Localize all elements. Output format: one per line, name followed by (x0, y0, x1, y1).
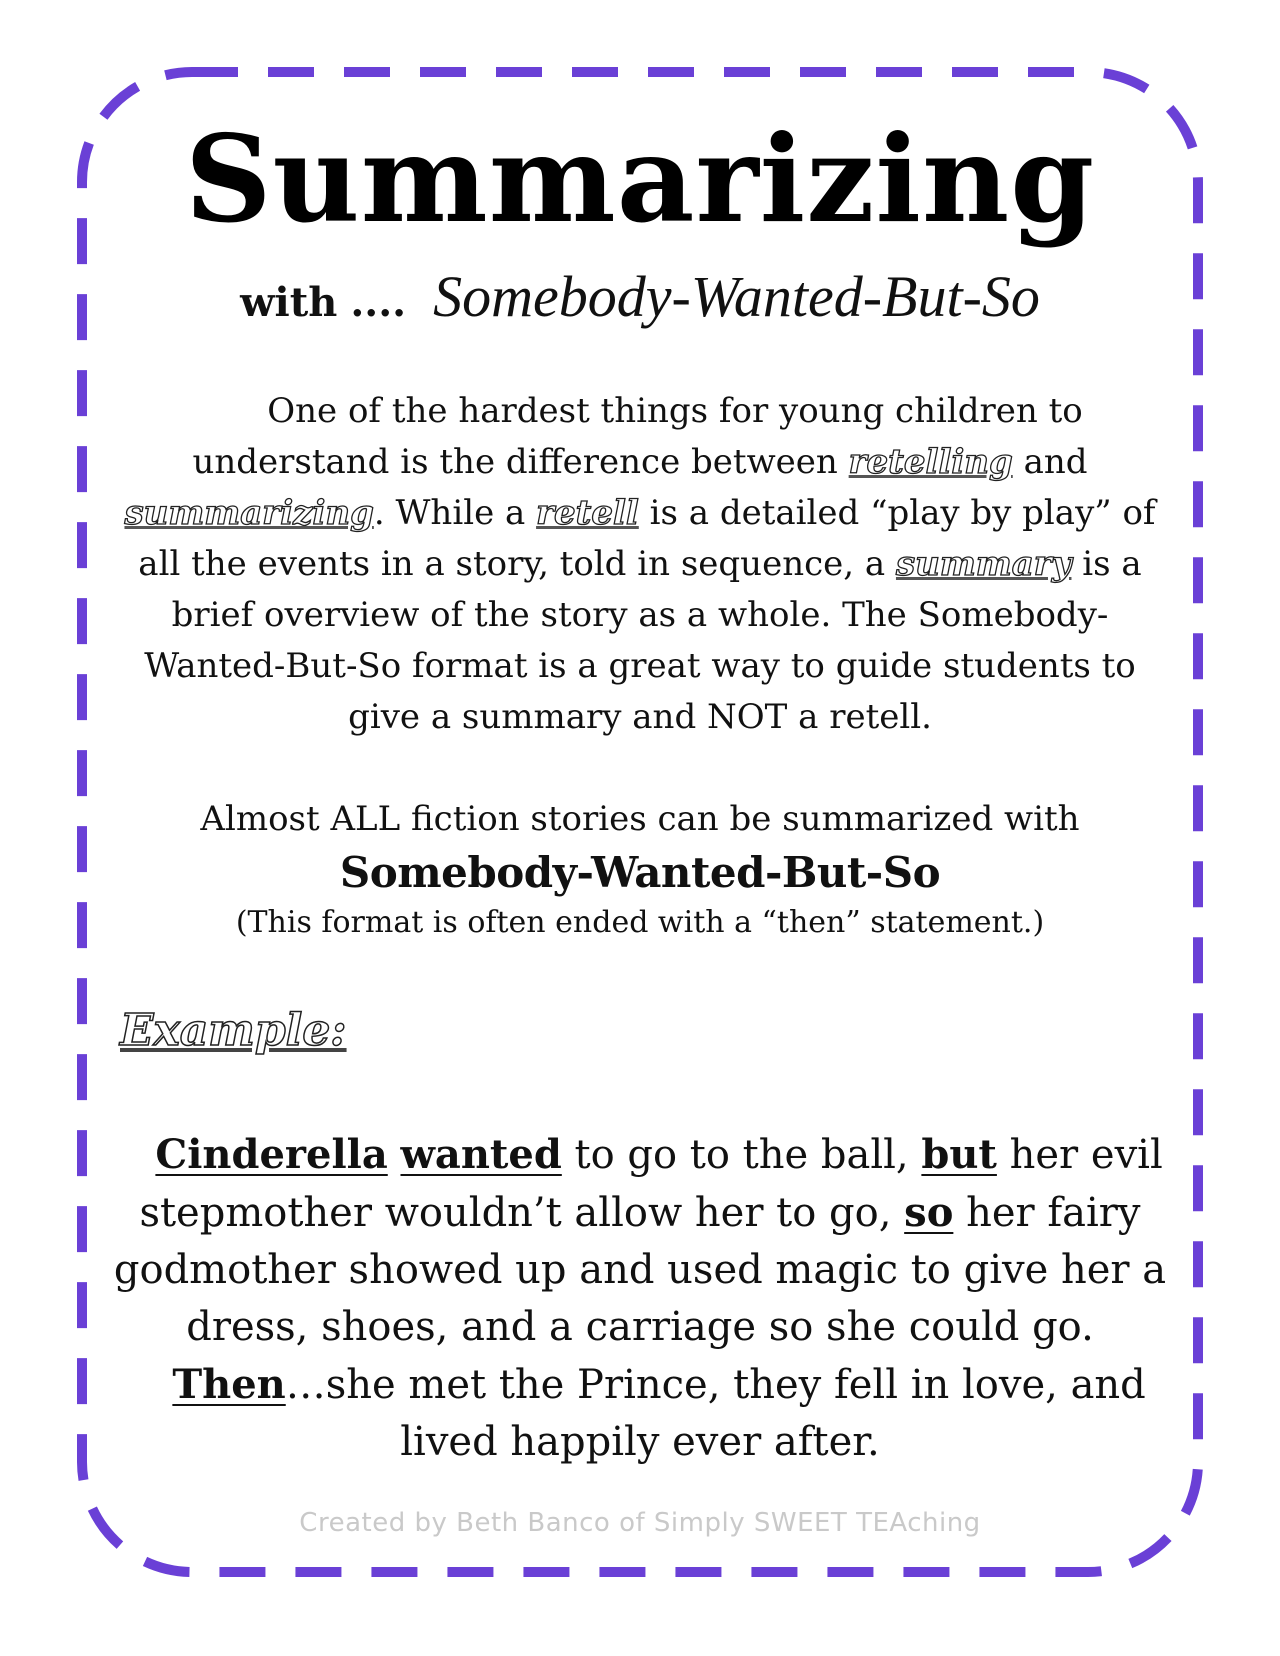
term-summarizing: summarizing (124, 493, 374, 533)
example-text-2: her evil stepmother wouldn’t allow her to go, (139, 1132, 1163, 1236)
subtitle-method: Somebody-Wanted-But-So (433, 264, 1040, 329)
keyword-then: Then (172, 1361, 286, 1408)
example-text-1: to go to the ball, (561, 1132, 922, 1178)
subtitle (110, 262, 1170, 346)
example-text-3: her fairy godmother showed up and used magic to give her a dress, shoes, and a carriage so she could go. (113, 1190, 1167, 1350)
then-note: (This format is often ended with a “then” statement.) (235, 905, 1045, 940)
keyword-somebody: Cinderella (155, 1131, 388, 1178)
intro-text-5: is a brief overview of the story as a whole. The Somebody-Wanted-But-So format is a great way to guide students to give a summary and NOT a retell. (144, 544, 1142, 737)
intro-paragraph (110, 386, 1170, 743)
intro-text-2: and (1012, 442, 1088, 482)
subtitle-dots: .... (350, 279, 407, 326)
example-text-4: …she met the Prince, they fell in love, and lived happily ever after. (285, 1362, 1146, 1465)
subtitle-with: with (240, 279, 338, 326)
intro-text-1: One of the hardest things for young children to understand is the difference between (192, 391, 1083, 482)
keyword-wanted: wanted (400, 1131, 562, 1178)
term-summary: summary (895, 544, 1072, 584)
intro-text-3: . While a (373, 493, 537, 533)
page-title: Summarizing (184, 109, 1096, 250)
credit-footer: Created by Beth Banco of Simply SWEET TEAching (299, 1508, 981, 1538)
example-heading: Example: (120, 1005, 347, 1056)
term-retelling: retelling (848, 442, 1013, 482)
keyword-so: so (904, 1189, 954, 1236)
almost-all-statement: Almost ALL fiction stories can be summarized with (200, 799, 1080, 839)
poster-content (110, 110, 1170, 1511)
example-paragraph (110, 1126, 1170, 1471)
term-retell: retell (536, 493, 639, 533)
keyword-but: but (921, 1131, 997, 1178)
intro-text-4: is a detailed “play by play” of all the events in a story, told in sequence, a (138, 493, 1156, 584)
format-name: Somebody-Wanted-But-So (339, 848, 941, 897)
